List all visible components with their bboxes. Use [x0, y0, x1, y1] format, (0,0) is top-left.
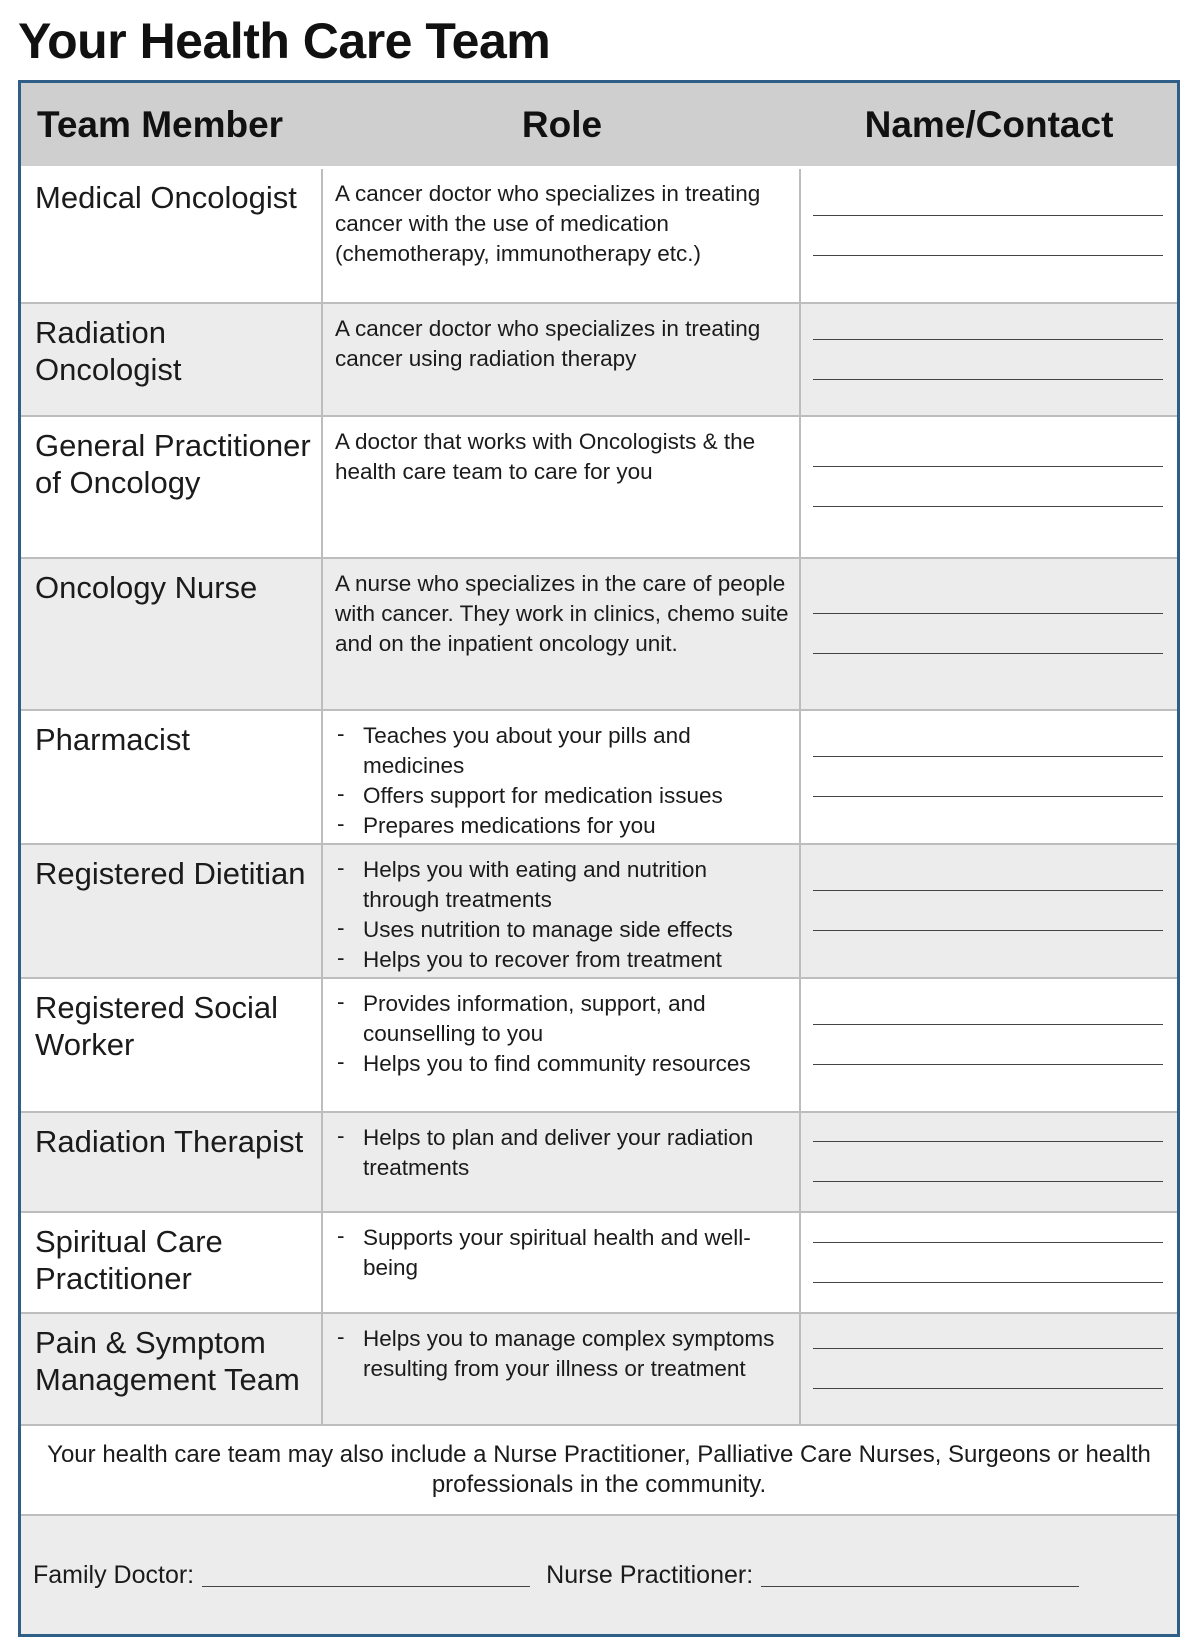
team-note: Your health care team may also include a Nurse Practitioner, Palliative Care Nurses, Surgeons or health professionals in the community.: [21, 1426, 1177, 1516]
role-description: A nurse who specializes in the care of people with cancer. They work in clinics, chemo suite and on the inpatient oncology unit.: [323, 559, 801, 709]
contact-write-line[interactable]: [813, 1064, 1163, 1065]
role-bullet-list: [335, 1123, 789, 1183]
footer-contacts: [21, 1516, 1177, 1634]
contact-write-line[interactable]: [813, 1348, 1163, 1349]
page-title: Your Health Care Team: [18, 13, 551, 69]
name-contact-cell: [801, 711, 1177, 843]
contact-write-line[interactable]: [813, 1282, 1163, 1283]
contact-write-line[interactable]: [813, 1388, 1163, 1389]
contact-write-line[interactable]: [813, 379, 1163, 380]
role-bullet: - Helps you with eating and nutrition through treatments: [335, 855, 789, 915]
role-description: A doctor that works with Oncologists & the health care team to care for you: [323, 417, 801, 557]
role-bullet: - Helps to plan and deliver your radiation treatments: [335, 1123, 789, 1183]
name-contact-cell: [801, 1314, 1177, 1424]
contact-write-line[interactable]: [813, 1242, 1163, 1243]
role-bullet: - Provides information, support, and counselling to you: [335, 989, 789, 1049]
role-description: [323, 1314, 801, 1424]
name-contact-cell: [801, 1213, 1177, 1312]
table-header: [21, 83, 1177, 169]
role-description: [323, 1113, 801, 1211]
table-body: [21, 169, 1177, 1426]
name-contact-cell: [801, 169, 1177, 302]
name-contact-cell: [801, 417, 1177, 557]
header-team-member: Team Member: [37, 103, 284, 145]
role-bullet: - Prepares medications for you: [335, 811, 789, 841]
team-member-name: Pharmacist: [21, 711, 323, 843]
nurse-practitioner-label: Nurse Practitioner:: [546, 1560, 754, 1589]
role-description: A cancer doctor who specializes in treating cancer with the use of medication (chemotherapy, immunotherapy etc.): [323, 169, 801, 302]
team-member-name: Radiation Therapist: [21, 1113, 323, 1211]
role-bullet: - Helps you to recover from treatment: [335, 945, 789, 975]
role-description: [323, 845, 801, 977]
table-row: [21, 1213, 1177, 1314]
family-doctor-label: Family Doctor:: [33, 1560, 195, 1589]
contact-write-line[interactable]: [813, 756, 1163, 757]
family-doctor-field[interactable]: [202, 1564, 530, 1587]
team-member-name: Medical Oncologist: [21, 169, 323, 302]
name-contact-cell: [801, 1113, 1177, 1211]
contact-write-line[interactable]: [813, 466, 1163, 467]
contact-write-line[interactable]: [813, 255, 1163, 256]
role-bullet-list: [335, 1223, 789, 1283]
nurse-practitioner-field[interactable]: [761, 1564, 1079, 1587]
table-row: [21, 711, 1177, 845]
header-name-contact: Name/Contact: [864, 103, 1114, 145]
role-bullet-list: [335, 721, 789, 841]
contact-write-line[interactable]: [813, 653, 1163, 654]
contact-write-line[interactable]: [813, 890, 1163, 891]
table-row: [21, 559, 1177, 711]
table-row: [21, 1113, 1177, 1213]
contact-write-line[interactable]: [813, 796, 1163, 797]
role-description: [323, 711, 801, 843]
team-member-name: Registered Social Worker: [21, 979, 323, 1111]
health-care-team-table: [18, 80, 1180, 1637]
role-bullet: - Supports your spiritual health and well-being: [335, 1223, 789, 1283]
contact-write-line[interactable]: [813, 506, 1163, 507]
role-bullet: - Uses nutrition to manage side effects: [335, 915, 789, 945]
team-member-name: Spiritual Care Practitioner: [21, 1213, 323, 1312]
name-contact-cell: [801, 559, 1177, 709]
contact-write-line[interactable]: [813, 339, 1163, 340]
name-contact-cell: [801, 979, 1177, 1111]
role-bullet-list: [335, 855, 789, 975]
role-bullet: - Teaches you about your pills and medicines: [335, 721, 789, 781]
team-member-name: General Practitioner of Oncology: [21, 417, 323, 557]
name-contact-cell: [801, 304, 1177, 415]
table-row: [21, 1314, 1177, 1426]
team-member-name: Pain & Symptom Management Team: [21, 1314, 323, 1424]
name-contact-cell: [801, 845, 1177, 977]
role-bullet: - Offers support for medication issues: [335, 781, 789, 811]
role-description: [323, 979, 801, 1111]
header-role: Role: [521, 103, 603, 145]
role-bullet-list: [335, 989, 789, 1079]
table-row: [21, 304, 1177, 417]
contact-write-line[interactable]: [813, 1141, 1163, 1142]
role-bullet-list: [335, 1324, 789, 1384]
contact-write-line[interactable]: [813, 1024, 1163, 1025]
contact-write-line[interactable]: [813, 1181, 1163, 1182]
role-description: [323, 1213, 801, 1312]
role-bullet: - Helps you to manage complex symptoms resulting from your illness or treatment: [335, 1324, 789, 1384]
contact-write-line[interactable]: [813, 215, 1163, 216]
team-member-name: Registered Dietitian: [21, 845, 323, 977]
role-description: A cancer doctor who specializes in treating cancer using radiation therapy: [323, 304, 801, 415]
role-bullet: - Helps you to find community resources: [335, 1049, 789, 1079]
table-row: [21, 845, 1177, 979]
team-member-name: Radiation Oncologist: [21, 304, 323, 415]
team-member-name: Oncology Nurse: [21, 559, 323, 709]
table-row: [21, 417, 1177, 559]
table-row: [21, 169, 1177, 304]
table-row: [21, 979, 1177, 1113]
contact-write-line[interactable]: [813, 930, 1163, 931]
contact-write-line[interactable]: [813, 613, 1163, 614]
